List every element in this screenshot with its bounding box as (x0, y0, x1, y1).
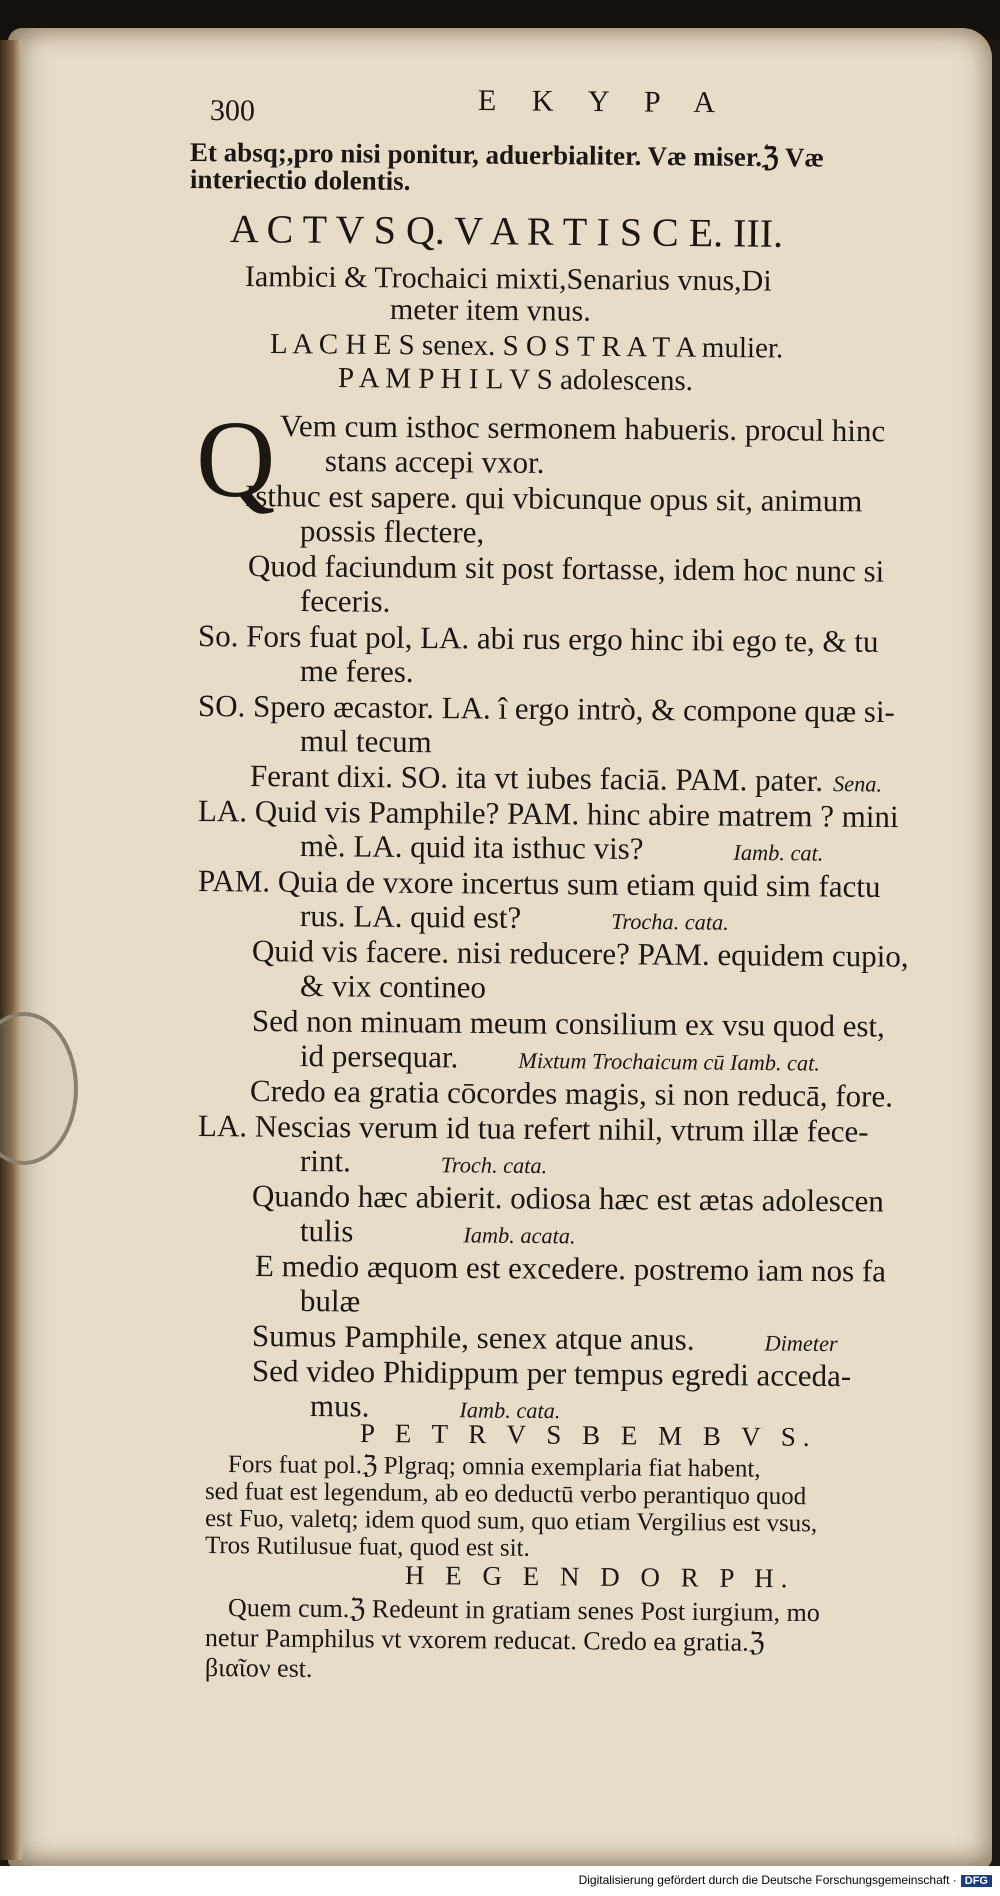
commentary-line: βιαῖον est. (204, 1653, 313, 1683)
commentary-line: Tros Rutilusue fuat, quod est sit. (204, 1532, 530, 1562)
verse-line: bulæ (299, 1283, 361, 1319)
dfg-logo: DFG (961, 1875, 992, 1887)
verse-line: possis flectere, (299, 513, 485, 550)
verse-line: Isthuc est sapere. qui vbicunque opus sit, animum (244, 478, 863, 519)
commentary-line: netur Pamphilus vt vxorem reducat. Credo ea gratia.ℨ (204, 1623, 765, 1657)
running-title: E K Y P A (477, 84, 730, 120)
credit-text: Digitalisierung gefördert durch die Deutsche Forschungsgemeinschaft · (578, 1873, 957, 1887)
drop-cap: Q (196, 398, 276, 520)
verse-line: Sed non minuam meum consilium ex vsu quod est, (251, 1003, 886, 1044)
verse-line: Vem cum isthoc sermonem habueris. procul hinc (279, 408, 886, 449)
verse-line: Quando hæc abierit. odiosa hæc est ætas adolescen (251, 1178, 885, 1219)
meter-note: Mixtum Trochaicum cū Iamb. cat. (518, 1047, 821, 1076)
characters-line: P A M P H I L V S adolescens. (337, 362, 694, 398)
meter-note: Iamb. cata. (459, 1397, 561, 1424)
digitization-credit (579, 1873, 992, 1887)
verse-line: LA. Nescias verum id tua refert nihil, vtrum illæ fece- (197, 1108, 869, 1149)
meter-note: Troch. cata. (440, 1152, 548, 1179)
commentary-line: sed fuat est legendum, ab eo deductū verbo perantiquo quod (204, 1478, 807, 1511)
meter-note: Sena. (832, 771, 883, 797)
commentary-heading: H E G E N D O R P H. (404, 1560, 795, 1594)
commentary-line: est Fuo, valetq; idem quod sum, quo etiam Vergilius est vsus, (204, 1505, 818, 1538)
verse-line: id persequar. Mixtum Trochaicum cū Iamb. cat. (299, 1038, 821, 1076)
verse-line: me feres. (299, 653, 414, 689)
intro-line: Et absq;,pro nisi ponitur, aduerbialiter. Væ miser.ℨ Væ (189, 137, 825, 173)
verse-line: Sed video Phidippum per tempus egredi acceda- (251, 1353, 852, 1394)
verse-line: tulis Iamb. acata. (299, 1213, 576, 1249)
meter-line: Iambici & Trochaici mixti,Senarius vnus,Di (244, 260, 772, 298)
commentary-heading: P E T R V S B E M B V S. (359, 1418, 817, 1452)
meter-note: Iamb. acata. (463, 1222, 576, 1249)
verse-line: SO. Spero æcastor. LA. î ergo intrò, & compone quæ si- (197, 688, 896, 730)
verse-line: mul tecum (299, 723, 432, 760)
verse-line: LA. Quid vis Pamphile? PAM. hinc abire matrem ? mini (197, 793, 899, 835)
verse-line: stans accepi vxor. (324, 443, 545, 480)
commentary-line: Fors fuat pol.ℨ Plgraq; omnia exemplaria fiat habent, (227, 1451, 761, 1483)
meter-note: Dimeter (764, 1330, 838, 1357)
scene-title: A C T V S Q. V A R T I S C E. III. (229, 206, 784, 256)
meter-note: Trocha. cata. (611, 908, 729, 935)
verse-line: & vix contineo (299, 968, 487, 1005)
meter-note: Iamb. cat. (733, 839, 824, 866)
verse-line: feceris. (299, 583, 391, 619)
verse-line: mus. Iamb. cata. (309, 1388, 561, 1424)
verse-line: Quid vis facere. nisi reducere? PAM. equidem cupio, (251, 933, 909, 974)
characters-line: L A C H E S senex. S O S T R A T A mulier. (269, 328, 784, 365)
verse-line: Credo ea gratia cōcordes magis, si non reducā, fore. (249, 1073, 894, 1114)
book-binding (0, 40, 22, 1860)
commentary-line: Quem cum.ℨ Redeunt in gratiam senes Post iurgium, mo (227, 1593, 820, 1628)
verse-line: Quod faciundum sit post fortasse, idem hoc nunc si (247, 548, 885, 589)
page-number: 300 (209, 94, 256, 128)
verse-line: PAM. Quia de vxore incertus sum etiam quid sim factu (197, 863, 881, 904)
verse-line: mè. LA. quid ita isthuc vis? Iamb. cat. (299, 828, 824, 866)
verse-line: Ferant dixi. SO. ita vt iubes faciā. PAM. pater. Sena. (249, 758, 883, 799)
meter-line: meter item vnus. (389, 293, 591, 328)
intro-line: interiectio dolentis. (189, 164, 411, 196)
verse-line: rint. Troch. cata. (299, 1143, 548, 1179)
verse-line: So. Fors fuat pol, LA. abi rus ergo hinc ibi ego te, & tu (197, 618, 879, 659)
verse-line: rus. LA. quid est? Trocha. cata. (299, 898, 729, 935)
verse-line: E medio æquom est excedere. postremo iam nos fa (254, 1248, 887, 1289)
verse-line: Sumus Pamphile, senex atque anus. Dimeter (251, 1318, 838, 1357)
